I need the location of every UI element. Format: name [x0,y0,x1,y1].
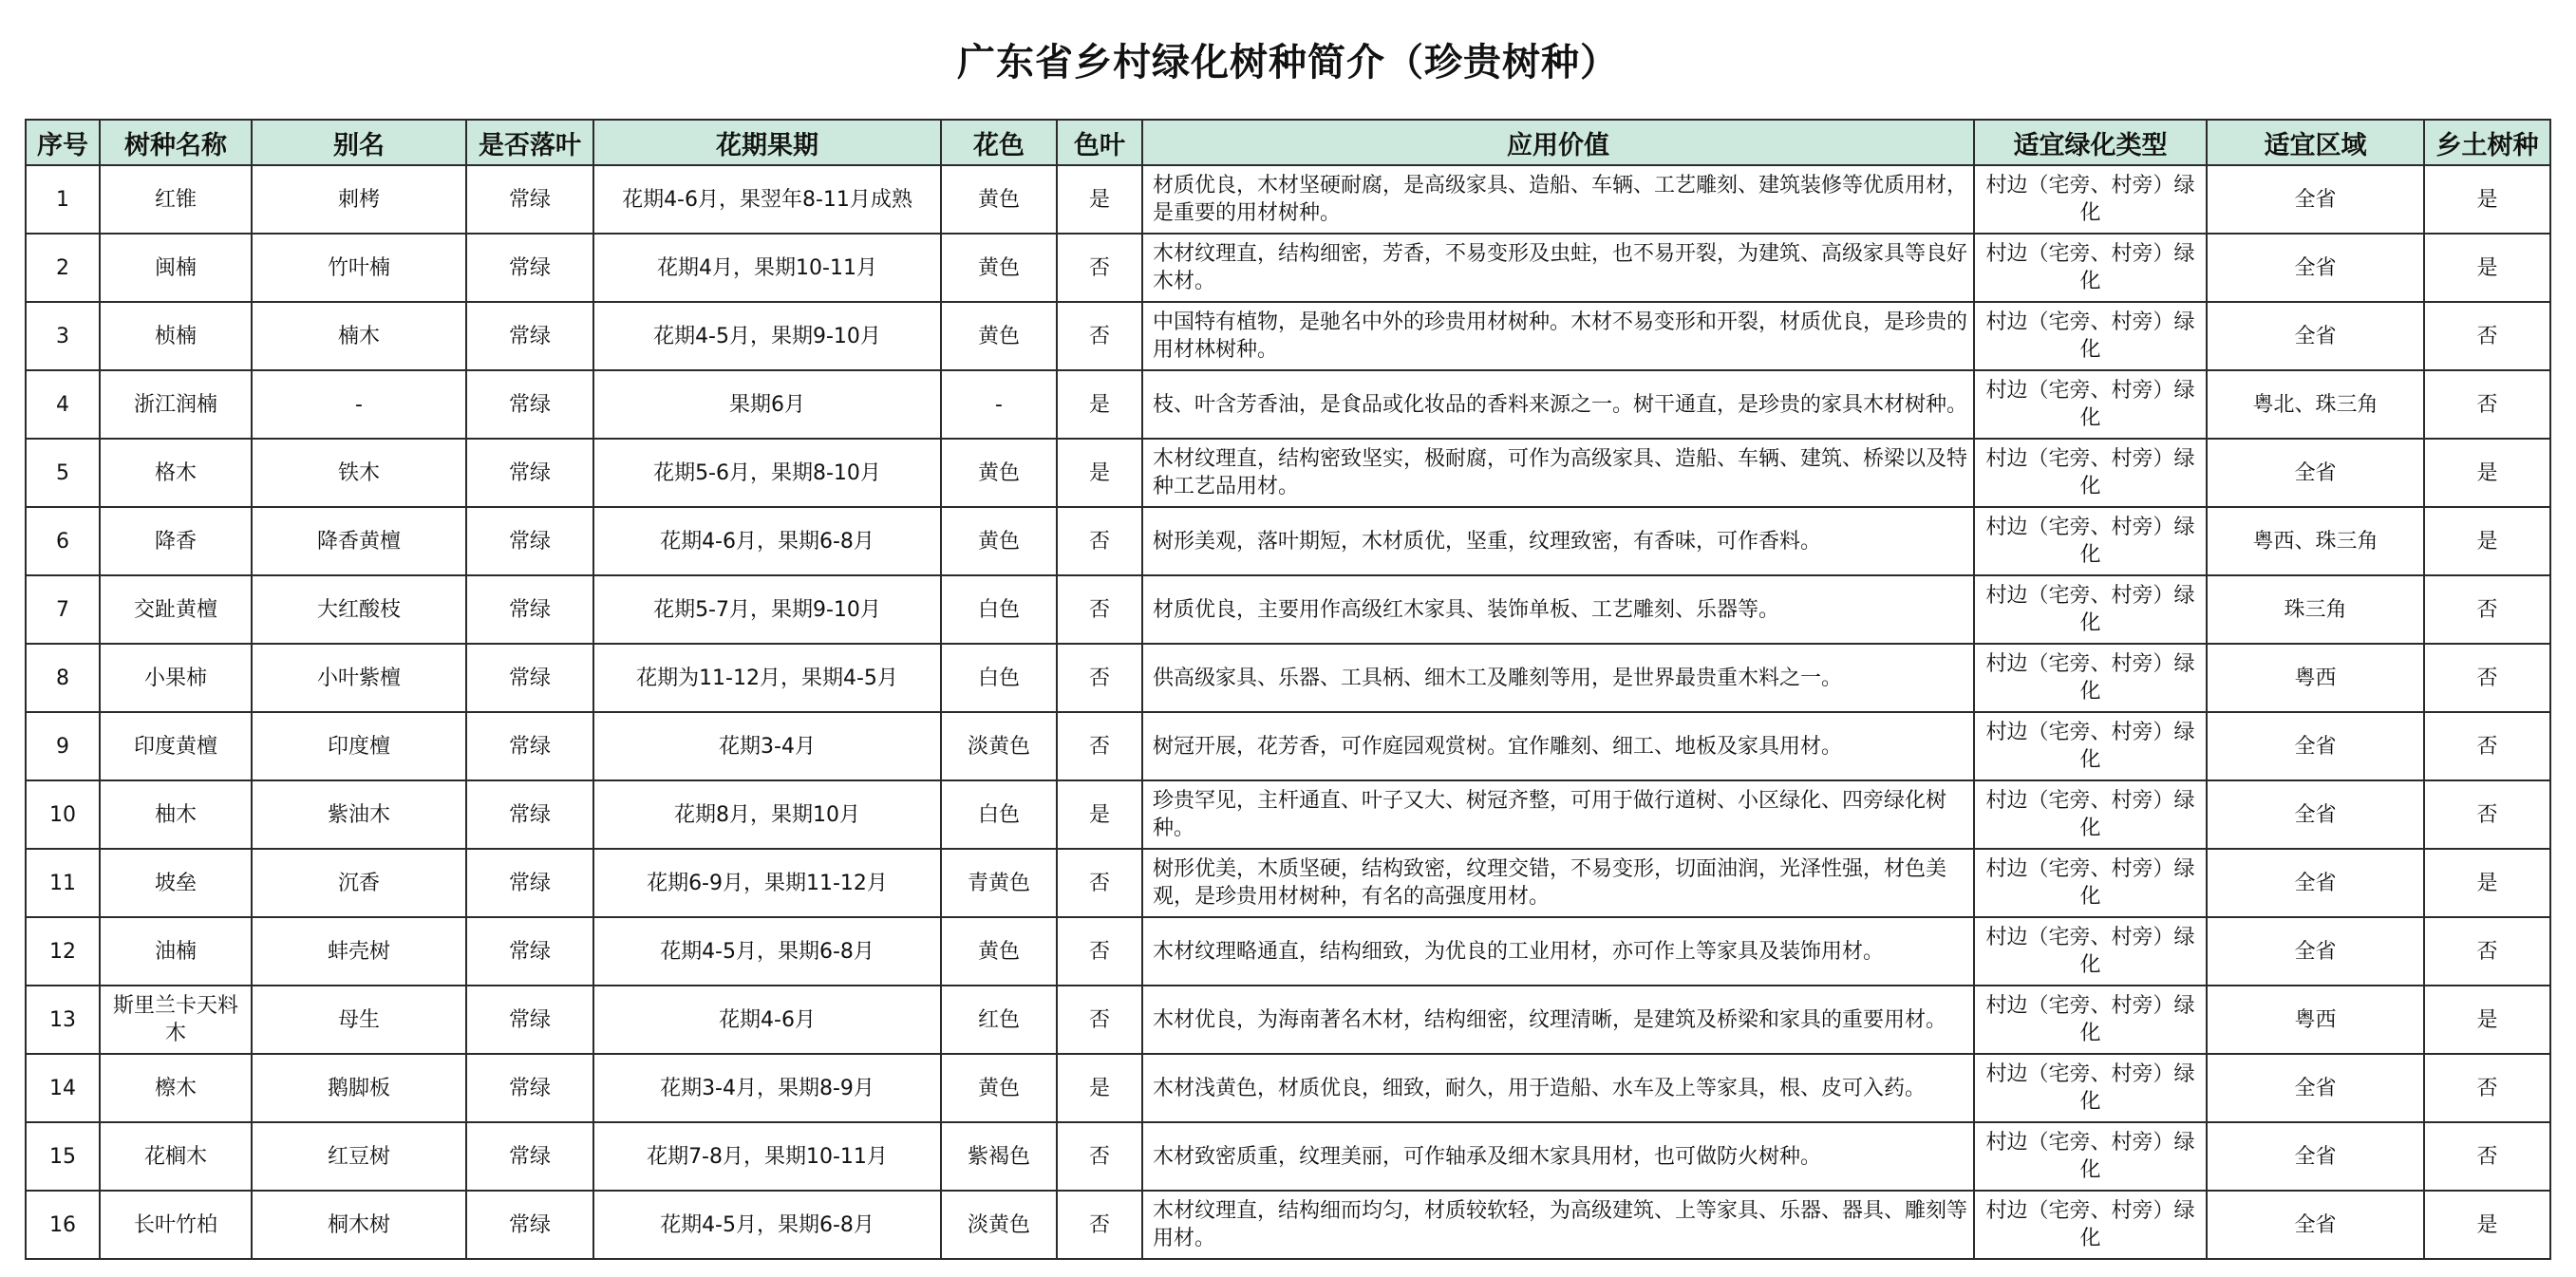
cell-alias: 沉香 [252,849,466,917]
table-row [26,165,2550,234]
cell-color-leaf: 否 [1057,507,1142,575]
column-header-deciduous: 是否落叶 [466,120,593,165]
cell-region: 全省 [2207,917,2424,986]
table-row [26,917,2550,986]
cell-alias: 印度檀 [252,712,466,780]
cell-name: 印度黄檀 [100,712,252,780]
cell-period: 花期4-6月 [593,986,941,1054]
cell-deciduous: 常绿 [466,986,593,1054]
cell-green-type: 村边（宅旁、村旁）绿化 [1974,917,2207,986]
table-row [26,1054,2550,1122]
cell-value: 木材纹理略通直，结构细致，为优良的工业用材，亦可作上等家具及装饰用材。 [1142,917,1974,986]
cell-period: 花期3-4月，果期8-9月 [593,1054,941,1122]
cell-flower-color: 淡黄色 [941,1191,1057,1259]
table-row [26,234,2550,302]
cell-name: 小果柿 [100,644,252,712]
cell-alias: 母生 [252,986,466,1054]
cell-green-type: 村边（宅旁、村旁）绿化 [1974,780,2207,849]
table-row [26,712,2550,780]
cell-value: 珍贵罕见，主杆通直、叶子又大、树冠齐整，可用于做行道树、小区绿化、四旁绿化树种。 [1142,780,1974,849]
cell-deciduous: 常绿 [466,302,593,370]
cell-region: 全省 [2207,849,2424,917]
cell-deciduous: 常绿 [466,1191,593,1259]
cell-value: 木材纹理直，结构密致坚实，极耐腐，可作为高级家具、造船、车辆、建筑、桥梁以及特种工艺品用材。 [1142,439,1974,507]
cell-flower-color: 黄色 [941,507,1057,575]
cell-green-type: 村边（宅旁、村旁）绿化 [1974,302,2207,370]
cell-region: 全省 [2207,1054,2424,1122]
cell-no: 10 [26,780,100,849]
cell-color-leaf: 否 [1057,575,1142,644]
cell-region: 全省 [2207,234,2424,302]
cell-name: 斯里兰卡天料木 [100,986,252,1054]
cell-period: 花期5-7月，果期9-10月 [593,575,941,644]
cell-value: 枝、叶含芳香油，是食品或化妆品的香料来源之一。树干通直，是珍贵的家具木材树种。 [1142,370,1974,439]
cell-name: 闽楠 [100,234,252,302]
cell-green-type: 村边（宅旁、村旁）绿化 [1974,575,2207,644]
cell-native: 否 [2424,370,2550,439]
cell-name: 花榈木 [100,1122,252,1191]
cell-region: 全省 [2207,1191,2424,1259]
table-row [26,1191,2550,1259]
cell-name: 浙江润楠 [100,370,252,439]
cell-color-leaf: 是 [1057,1054,1142,1122]
cell-deciduous: 常绿 [466,917,593,986]
cell-deciduous: 常绿 [466,712,593,780]
cell-flower-color: 黄色 [941,234,1057,302]
table-row [26,644,2550,712]
cell-region: 粤西 [2207,986,2424,1054]
cell-region: 珠三角 [2207,575,2424,644]
column-header-region: 适宜区域 [2207,120,2424,165]
cell-no: 13 [26,986,100,1054]
column-header-green-type: 适宜绿化类型 [1974,120,2207,165]
cell-flower-color: 淡黄色 [941,712,1057,780]
table-row [26,986,2550,1054]
cell-alias: 小叶紫檀 [252,644,466,712]
cell-deciduous: 常绿 [466,507,593,575]
cell-color-leaf: 否 [1057,849,1142,917]
cell-native: 否 [2424,575,2550,644]
cell-no: 16 [26,1191,100,1259]
cell-region: 全省 [2207,712,2424,780]
table-row [26,439,2550,507]
cell-green-type: 村边（宅旁、村旁）绿化 [1974,712,2207,780]
cell-deciduous: 常绿 [466,1054,593,1122]
cell-native: 否 [2424,712,2550,780]
cell-period: 花期8月，果期10月 [593,780,941,849]
cell-color-leaf: 是 [1057,370,1142,439]
cell-native: 否 [2424,302,2550,370]
cell-green-type: 村边（宅旁、村旁）绿化 [1974,1191,2207,1259]
cell-name: 交趾黄檀 [100,575,252,644]
cell-region: 全省 [2207,165,2424,234]
cell-value: 树形美观，落叶期短，木材质优，坚重，纹理致密，有香味，可作香料。 [1142,507,1974,575]
cell-color-leaf: 是 [1057,780,1142,849]
cell-native: 是 [2424,849,2550,917]
cell-value: 材质优良，主要用作高级红木家具、装饰单板、工艺雕刻、乐器等。 [1142,575,1974,644]
cell-period: 花期4-6月，果期6-8月 [593,507,941,575]
cell-name: 降香 [100,507,252,575]
cell-value: 中国特有植物，是驰名中外的珍贵用材树种。木材不易变形和开裂，材质优良，是珍贵的用材林树种。 [1142,302,1974,370]
table-row [26,1122,2550,1191]
cell-green-type: 村边（宅旁、村旁）绿化 [1974,165,2207,234]
cell-color-leaf: 否 [1057,986,1142,1054]
column-header-name: 树种名称 [100,120,252,165]
cell-region: 粤西、珠三角 [2207,507,2424,575]
cell-native: 是 [2424,439,2550,507]
cell-period: 花期4月，果期10-11月 [593,234,941,302]
cell-value: 树冠开展，花芳香，可作庭园观赏树。宜作雕刻、细工、地板及家具用材。 [1142,712,1974,780]
cell-flower-color: 黄色 [941,1054,1057,1122]
cell-period: 花期为11-12月，果期4-5月 [593,644,941,712]
cell-no: 9 [26,712,100,780]
cell-no: 1 [26,165,100,234]
cell-native: 否 [2424,1122,2550,1191]
cell-color-leaf: 否 [1057,1191,1142,1259]
cell-value: 供高级家具、乐器、工具柄、细木工及雕刻等用，是世界最贵重木料之一。 [1142,644,1974,712]
cell-alias: 红豆树 [252,1122,466,1191]
page-title: 广东省乡村绿化树种简介（珍贵树种） [957,41,1619,85]
cell-deciduous: 常绿 [466,1122,593,1191]
cell-no: 8 [26,644,100,712]
cell-color-leaf: 否 [1057,712,1142,780]
cell-alias: 桐木树 [252,1191,466,1259]
column-header-period: 花期果期 [593,120,941,165]
cell-deciduous: 常绿 [466,644,593,712]
cell-flower-color: - [941,370,1057,439]
cell-name: 坡垒 [100,849,252,917]
table-row [26,575,2550,644]
cell-no: 15 [26,1122,100,1191]
cell-flower-color: 黄色 [941,917,1057,986]
cell-green-type: 村边（宅旁、村旁）绿化 [1974,1054,2207,1122]
table-row [26,370,2550,439]
cell-native: 是 [2424,165,2550,234]
cell-period: 花期3-4月 [593,712,941,780]
cell-green-type: 村边（宅旁、村旁）绿化 [1974,986,2207,1054]
cell-no: 6 [26,507,100,575]
cell-native: 否 [2424,1054,2550,1122]
cell-region: 全省 [2207,780,2424,849]
cell-deciduous: 常绿 [466,849,593,917]
table-row [26,302,2550,370]
cell-period: 果期6月 [593,370,941,439]
cell-alias: 紫油木 [252,780,466,849]
cell-alias: 刺栲 [252,165,466,234]
cell-green-type: 村边（宅旁、村旁）绿化 [1974,849,2207,917]
cell-region: 粤西 [2207,644,2424,712]
cell-value: 木材浅黄色，材质优良，细致，耐久，用于造船、水车及上等家具，根、皮可入药。 [1142,1054,1974,1122]
cell-region: 粤北、珠三角 [2207,370,2424,439]
cell-period: 花期4-5月，果期6-8月 [593,917,941,986]
column-header-native: 乡土树种 [2424,120,2550,165]
cell-value: 木材优良，为海南著名木材，结构细密，纹理清晰，是建筑及桥梁和家具的重要用材。 [1142,986,1974,1054]
cell-native: 否 [2424,644,2550,712]
column-header-flower-color: 花色 [941,120,1057,165]
cell-name: 长叶竹柏 [100,1191,252,1259]
cell-color-leaf: 是 [1057,439,1142,507]
cell-alias: 竹叶楠 [252,234,466,302]
cell-period: 花期4-5月，果期6-8月 [593,1191,941,1259]
cell-flower-color: 紫褐色 [941,1122,1057,1191]
cell-no: 11 [26,849,100,917]
table-body [26,165,2550,1259]
cell-green-type: 村边（宅旁、村旁）绿化 [1974,507,2207,575]
cell-alias: 鹅脚板 [252,1054,466,1122]
cell-native: 是 [2424,507,2550,575]
cell-color-leaf: 否 [1057,644,1142,712]
cell-alias: 降香黄檀 [252,507,466,575]
cell-name: 桢楠 [100,302,252,370]
cell-flower-color: 白色 [941,575,1057,644]
cell-no: 5 [26,439,100,507]
cell-name: 油楠 [100,917,252,986]
header-row [26,120,2550,165]
cell-flower-color: 红色 [941,986,1057,1054]
cell-value: 木材纹理直，结构细而均匀，材质较软轻，为高级建筑、上等家具、乐器、器具、雕刻等用材。 [1142,1191,1974,1259]
cell-alias: 楠木 [252,302,466,370]
cell-alias: 大红酸枝 [252,575,466,644]
cell-no: 2 [26,234,100,302]
cell-alias: 铁木 [252,439,466,507]
cell-alias: - [252,370,466,439]
cell-native: 是 [2424,1191,2550,1259]
column-header-value: 应用价值 [1142,120,1974,165]
cell-native: 是 [2424,986,2550,1054]
cell-period: 花期4-5月，果期9-10月 [593,302,941,370]
cell-value: 材质优良，木材坚硬耐腐，是高级家具、造船、车辆、工艺雕刻、建筑装修等优质用材，是重要的用材树种。 [1142,165,1974,234]
cell-deciduous: 常绿 [466,234,593,302]
column-header-alias: 别名 [252,120,466,165]
cell-native: 是 [2424,234,2550,302]
cell-color-leaf: 否 [1057,302,1142,370]
cell-value: 树形优美，木质坚硬，结构致密，纹理交错，不易变形，切面油润，光泽性强，材色美观，是珍贵用材树种，有名的高强度用材。 [1142,849,1974,917]
cell-flower-color: 黄色 [941,165,1057,234]
cell-alias: 蚌壳树 [252,917,466,986]
cell-period: 花期4-6月，果翌年8-11月成熟 [593,165,941,234]
cell-flower-color: 白色 [941,780,1057,849]
cell-no: 3 [26,302,100,370]
cell-deciduous: 常绿 [466,780,593,849]
cell-region: 全省 [2207,439,2424,507]
cell-deciduous: 常绿 [466,165,593,234]
cell-no: 12 [26,917,100,986]
cell-color-leaf: 否 [1057,917,1142,986]
cell-green-type: 村边（宅旁、村旁）绿化 [1974,439,2207,507]
cell-green-type: 村边（宅旁、村旁）绿化 [1974,234,2207,302]
table-row [26,849,2550,917]
cell-green-type: 村边（宅旁、村旁）绿化 [1974,1122,2207,1191]
table-row [26,780,2550,849]
cell-name: 柚木 [100,780,252,849]
cell-native: 否 [2424,917,2550,986]
cell-flower-color: 青黄色 [941,849,1057,917]
tree-species-table [25,119,2551,1260]
cell-region: 全省 [2207,302,2424,370]
cell-green-type: 村边（宅旁、村旁）绿化 [1974,644,2207,712]
column-header-color-leaf: 色叶 [1057,120,1142,165]
column-header-no: 序号 [26,120,100,165]
cell-green-type: 村边（宅旁、村旁）绿化 [1974,370,2207,439]
cell-no: 4 [26,370,100,439]
cell-period: 花期7-8月，果期10-11月 [593,1122,941,1191]
cell-flower-color: 黄色 [941,439,1057,507]
cell-region: 全省 [2207,1122,2424,1191]
cell-flower-color: 白色 [941,644,1057,712]
cell-deciduous: 常绿 [466,370,593,439]
cell-color-leaf: 是 [1057,165,1142,234]
cell-value: 木材纹理直，结构细密，芳香，不易变形及虫蛀，也不易开裂，为建筑、高级家具等良好木材。 [1142,234,1974,302]
cell-period: 花期5-6月，果期8-10月 [593,439,941,507]
cell-flower-color: 黄色 [941,302,1057,370]
table-row [26,507,2550,575]
cell-color-leaf: 否 [1057,1122,1142,1191]
cell-no: 7 [26,575,100,644]
cell-name: 格木 [100,439,252,507]
cell-deciduous: 常绿 [466,575,593,644]
cell-native: 否 [2424,780,2550,849]
cell-period: 花期6-9月，果期11-12月 [593,849,941,917]
cell-name: 檫木 [100,1054,252,1122]
cell-color-leaf: 否 [1057,234,1142,302]
cell-name: 红锥 [100,165,252,234]
cell-deciduous: 常绿 [466,439,593,507]
cell-no: 14 [26,1054,100,1122]
cell-value: 木材致密质重，纹理美丽，可作轴承及细木家具用材，也可做防火树种。 [1142,1122,1974,1191]
